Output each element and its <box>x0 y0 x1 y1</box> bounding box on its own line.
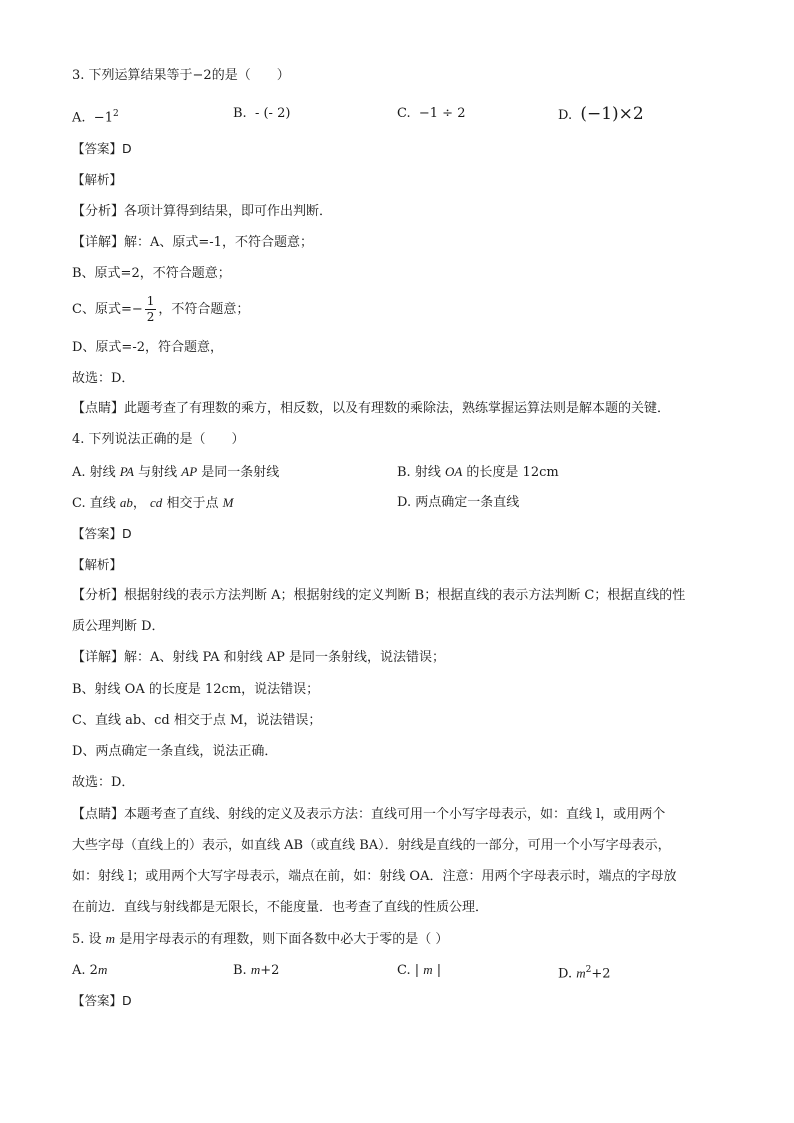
fraction: $\frac{1}{2}$ <box>146 294 155 324</box>
q3-option-c: C. −1 ÷ 2 <box>397 106 466 121</box>
q3-detail-b: B、原式=2，不符合题意； <box>72 266 231 281</box>
q3-analysis-header: 【解析】 <box>72 172 123 187</box>
q5-option-d: D. $m^2+2$ <box>558 965 611 982</box>
q4-stem: 4. 下列说法正确的是（ ） <box>72 432 245 447</box>
q3-detail-c: C、原式=− $\frac{1}{2}$ ，不符合题意； <box>72 294 250 324</box>
q4-analysis-line1: 【分析】根据射线的表示方法判断 A；根据射线的定义判断 B；根据直线的表示方法判断 C；根据直线的性 <box>72 588 686 603</box>
q4-option-d: D. 两点确定一条直线 <box>397 495 520 510</box>
q3-choose: 故选：D． <box>72 371 135 386</box>
q3-option-b: B. - (- 2) <box>233 106 291 121</box>
q5-stem: 5. 设 m 是用字母表示的有理数，则下面各数中必大于零的是（ ） <box>72 931 449 947</box>
q4-detail-d: D、两点确定一条直线，说法正确． <box>72 744 278 759</box>
q3-detail-d: D、原式=-2，符合题意， <box>72 340 223 355</box>
q4-comment-line3: 如：射线 l；或用两个大写字母表示，端点在前，如：射线 OA．注意：用两个字母表示时，端点的字母放 <box>72 869 677 884</box>
q4-answer: 【答案】D <box>72 526 132 541</box>
q5-option-b: B. m+2 <box>233 962 280 978</box>
q5-answer: 【答案】D <box>72 993 132 1008</box>
q4-detail-b: B、射线 OA 的长度是 12cm，说法错误； <box>72 682 320 697</box>
q4-analysis-line2: 质公理判断 D． <box>72 619 165 634</box>
q3-analysis: 【分析】各项计算得到结果，即可作出判断． <box>72 204 333 219</box>
q4-detail-c: C、直线 ab、cd 相交于点 M，说法错误； <box>72 713 322 728</box>
q5-option-c: C. | m | <box>397 962 442 978</box>
q5-option-a: A. 2m <box>72 962 108 978</box>
q4-option-a: A. 射线 PA 与射线 AP 是同一条射线 <box>72 464 280 480</box>
q3-comment: 【点睛】此题考查了有理数的乘方，相反数，以及有理数的乘除法，熟练掌握运算法则是解本题的关键． <box>72 401 671 416</box>
q3-stem: 3. 下列运算结果等于−2的是（ ） <box>72 68 290 83</box>
q3-option-d: D. (−1)×2 <box>558 104 644 124</box>
q4-detail-a: 【详解】解：A、射线 PA 和射线 AP 是同一条射线，说法错误； <box>72 650 445 665</box>
q3-detail-a: 【详解】解：A、原式=-1，不符合题意； <box>72 235 313 250</box>
q3-answer: 【答案】D <box>72 141 132 156</box>
q4-comment-line4: 在前边．直线与射线都是无限长，不能度量．也考查了直线的性质公理． <box>72 900 489 915</box>
q4-comment-line1: 【点睛】本题考查了直线、射线的定义及表示方法：直线可用一个小写字母表示，如：直线 l，或用两个 <box>72 807 666 822</box>
q4-choose: 故选：D． <box>72 775 135 790</box>
q4-option-b: B. 射线 OA 的长度是 12cm <box>397 464 559 480</box>
q4-option-c: C. 直线 ab， cd 相交于点 M <box>72 495 234 511</box>
q4-comment-line2: 大些字母（直线上的）表示，如直线 AB（或直线 BA）．射线是直线的一部分，可用一个小写字母表示， <box>72 838 671 853</box>
q3-option-a: A. $-1^2$ <box>72 109 119 126</box>
q4-analysis-header: 【解析】 <box>72 557 123 572</box>
